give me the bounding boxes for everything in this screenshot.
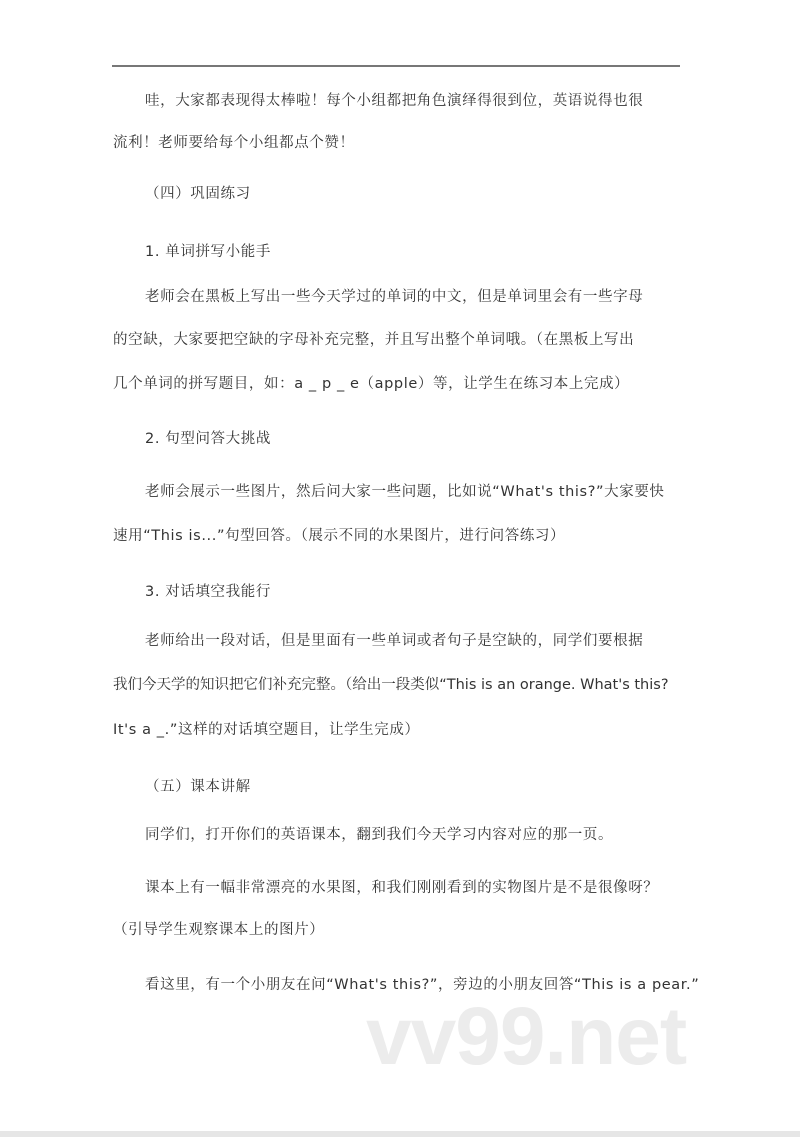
subsection-heading: 3. 对话填空我能行 [145, 584, 271, 600]
paragraph-line: 看这里，有一个小朋友在问“What's this?”，旁边的小朋友回答“This is a pear.” [145, 977, 700, 993]
paragraph-line: 哇，大家都表现得太棒啦！每个小组都把角色演绎得很到位，英语说得也很 [145, 93, 644, 109]
header-rule [112, 65, 680, 67]
paragraph-line: 流利！老师要给每个小组都点个赞！ [113, 135, 355, 151]
paragraph-line: 老师会展示一些图片，然后问大家一些问题，比如说“What's this?”大家要快 [145, 484, 665, 500]
paragraph-line: （引导学生观察课本上的图片） [113, 922, 325, 938]
paragraph-line: 老师给出一段对话，但是里面有一些单词或者句子是空缺的，同学们要根据 [145, 633, 644, 649]
subsection-heading: 1. 单词拼写小能手 [145, 244, 271, 260]
page-bottom-edge [0, 1131, 800, 1137]
paragraph-line: 速用“This is...”句型回答。（展示不同的水果图片，进行问答练习） [113, 528, 566, 544]
subsection-heading: 2. 句型问答大挑战 [145, 431, 271, 447]
section-heading: （五）课本讲解 [145, 779, 251, 795]
paragraph-line: 老师会在黑板上写出一些今天学过的单词的中文，但是单词里会有一些字母 [145, 289, 644, 305]
paragraph-line: 我们今天学的知识把它们补充完整。（给出一段类似“This is an orange. What's this? [113, 677, 669, 693]
paragraph-line: 几个单词的拼写题目，如：a _ p _ e（apple）等，让学生在练习本上完成） [113, 376, 630, 392]
paragraph-line: 的空缺，大家要把空缺的字母补充完整，并且写出整个单词哦。（在黑板上写出 [113, 332, 635, 348]
paragraph-line: 同学们，打开你们的英语课本，翻到我们今天学习内容对应的那一页。 [145, 827, 614, 843]
paragraph-line: 课本上有一幅非常漂亮的水果图，和我们刚刚看到的实物图片是不是很像呀？ [145, 880, 659, 896]
watermark: vv99.net [366, 991, 687, 1082]
section-heading: （四）巩固练习 [145, 186, 251, 202]
paragraph-line: It's a _.”这样的对话填空题目，让学生完成） [113, 722, 420, 738]
